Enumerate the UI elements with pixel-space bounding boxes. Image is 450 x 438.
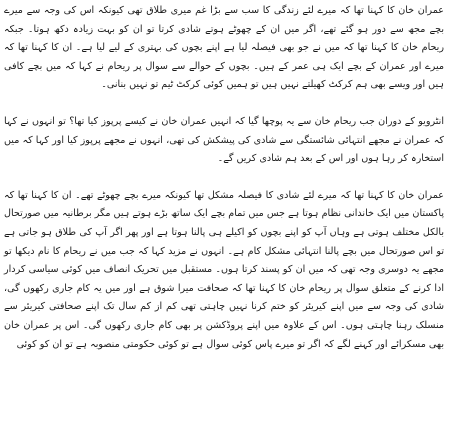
paragraph-proposal: انٹرویو کے دوران جب ریحام خان سے یہ پوچھا گیا کہ انہیں عمران خان نے کیسے پرپوز کیا تھا؟ تو انہوں نے کہا کہ عمران نے مجھے انتہائی شائستگی سے شادی کی پیشکش کی تھی، انہوں نے مجھے پرپوز کیا اور کہا کہ میں استخارہ کر رہا ہوں اور اس کے بعد ہم شادی کریں گے۔: [4, 115, 444, 165]
paragraph-marriage-decision-and-career: عمران خان کا کہنا تھا کہ میرے لئے شادی کا فیصلہ مشکل تھا کیونکہ میرے بچے چھوٹے تھے۔ ان کا کہنا تھا کہ پاکستان میں ایک خاندانی نظام ہوتا ہے جس میں تمام بچے ایک ساتھ بڑے ہوتے ہیں مگر برطانیہ میں صورتحال بالکل مختلف ہوتی ہے وہاں آپ کو اپنے بچوں کو اکیلے ہی پالنا ہوتا ہے اور پھر اگر آپ کی طلاق ہو جاتی ہے تو اس صورتحال میں بچے پالنا انتہائی مشکل کام ہے۔ انہوں نے مزید کہا کہ جب میں نے ریحام کا نام دیکھا تو مجھے یہ دوسری وجہ تھی کہ میں ان کو پسند کرتا ہوں۔ مستقبل میں تحریک انصاف میں کوئی سیاسی کردار ادا کرنے کے متعلق سوال پر ریحام خان کا کہنا تھا کہ صحافت میرا شوق ہے اور میں یہ کام جاری رکھوں گی، شادی کی وجہ سے میں اپنے کیریئر کو ختم کرنا نہیں چاہتی تھی کم از کم سال تک اپنے صحافتی کیریئر سے منسلک رہنا چاہتی ہوں۔ اس کے علاوہ میں اپنے پروڈکشن پر بھی کام جاری رکھوں گی۔ اس پر عمران خان بھی مسکرائے اور کہنے لگے کہ اگر تو میرے پاس کوئی سوال ہے تو کوئی حکومتی منصوبہ ہے تو ان کو کوئی: [4, 189, 444, 350]
paragraph-divorce-and-children: عمران خان کا کہنا تھا کہ میرے لئے زندگی کا سب سے بڑا غم میری طلاق تھی کیونکہ اس کی وجہ سے میرے بچے مجھ سے دور ہو گئے تھے، اگر میں ان کے چھوٹے ہوتے شادی کرتا تو ان کو بہت زیادہ دکھ ہوتا۔ جبکہ ریحام خان کا کہنا تھا کہ میں نے جو بھی فیصلہ لیا ہے اپنے بچوں کی بہتری کے لیے لیا ہے۔ ان کا کہنا تھا کہ میرے اور عمران کے بچے ایک ہی عمر کے ہیں۔ بچوں کے حوالے سے سوال پر ریحام نے کہا کہ میں بچے کافی ہیں اور ویسے بھی ہم کرکٹ کھیلتے نہیں ہیں تو ہمیں کوئی کرکٹ ٹیم تو نہیں بنانی۔: [4, 5, 444, 91]
